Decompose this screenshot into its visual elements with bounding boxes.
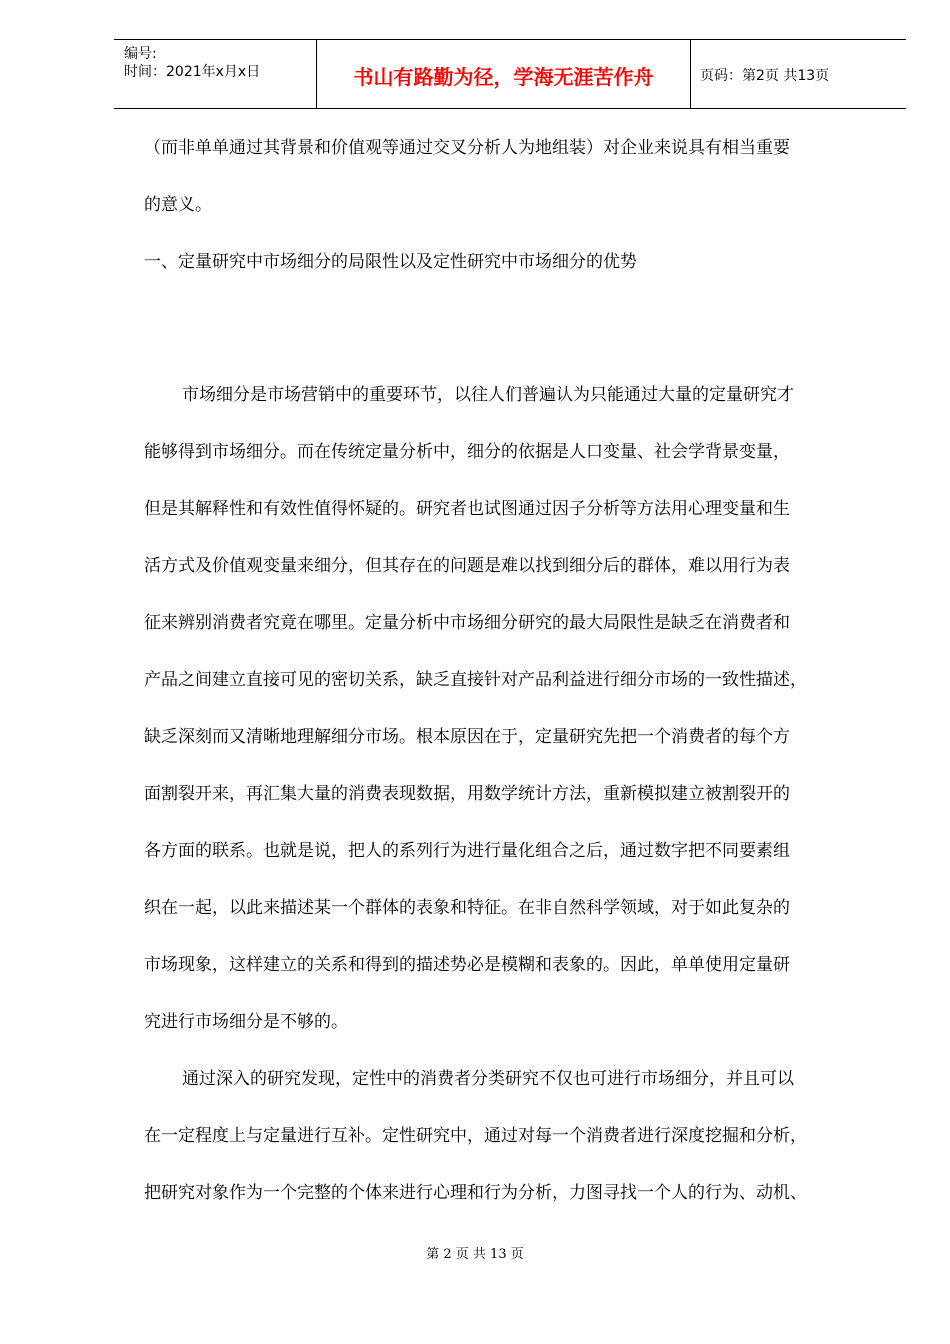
- section-heading: [144, 242, 874, 299]
- text-line: 的意义。: [144, 195, 212, 215]
- text-line: 一、定量研究中市场细分的局限性以及定性研究中市场细分的优势: [144, 252, 637, 272]
- text-line: 但是其解释性和有效性值得怀疑的。研究者也试图通过因子分析等方法用心理变量和生: [144, 499, 790, 519]
- text-line: 市场细分是市场营销中的重要环节，以往人们普遍认为只能通过大量的定量研究才: [182, 385, 794, 405]
- header-table: [114, 39, 906, 109]
- document-number-label: 编号:: [124, 46, 157, 62]
- header-motto-cell: [316, 40, 691, 108]
- text-line: 征来辨别消费者究竟在哪里。定量分析中市场细分研究的最大局限性是缺乏在消费者和: [144, 613, 790, 633]
- text-line: 各方面的联系。也就是说，把人的系列行为进行量化组合之后，通过数字把不同要素组: [144, 841, 790, 861]
- text-line: 究进行市场细分是不够的。: [144, 1012, 348, 1032]
- text-line: 在一定程度上与定量进行互补。定性研究中，通过对每一个消费者进行深度挖掘和分析，: [144, 1126, 807, 1146]
- document-time-label: 时间：2021年x月x日: [124, 64, 261, 80]
- text-line: 缺乏深刻而又清晰地理解细分市场。根本原因在于，定量研究先把一个消费者的每个方: [144, 727, 790, 747]
- document-body: [144, 128, 874, 1230]
- text-line: 能够得到市场细分。而在传统定量分析中，细分的依据是人口变量、社会学背景变量，: [144, 442, 790, 462]
- header-motto: 书山有路勤为径，学海无涯苦作舟: [353, 65, 654, 89]
- text-line: 市场现象，这样建立的关系和得到的描述势必是模糊和表象的。因此，单单使用定量研: [144, 955, 790, 975]
- paragraph: [144, 375, 874, 1059]
- text-line: 活方式及价值观变量来细分，但其存在的问题是难以找到细分后的群体，难以用行为表: [144, 556, 790, 576]
- paragraph: [144, 128, 874, 242]
- text-line: 面割裂开来，再汇集大量的消费表现数据，用数学统计方法，重新模拟建立被割裂开的: [144, 784, 790, 804]
- page-footer: 第 2 页 共 13 页: [426, 1247, 524, 1262]
- text-line: 把研究对象作为一个完整的个体来进行心理和行为分析，力图寻找一个人的行为、动机、: [144, 1183, 807, 1203]
- header-meta-cell: [114, 40, 316, 108]
- text-line: 通过深入的研究发现，定性中的消费者分类研究不仅也可进行市场细分，并且可以: [182, 1069, 794, 1089]
- text-line: （而非单单通过其背景和价值观等通过交叉分析人为地组装）对企业来说具有相当重要: [144, 138, 790, 158]
- paragraph: [144, 1059, 874, 1230]
- header-page-info: 页码：第2页 共13页: [700, 68, 830, 84]
- spacer: [144, 299, 874, 375]
- text-line: 织在一起，以此来描述某一个群体的表象和特征。在非自然科学领域，对于如此复杂的: [144, 898, 790, 918]
- header-page-cell: [690, 40, 906, 108]
- text-line: 产品之间建立直接可见的密切关系，缺乏直接针对产品利益进行细分市场的一致性描述，: [144, 670, 807, 690]
